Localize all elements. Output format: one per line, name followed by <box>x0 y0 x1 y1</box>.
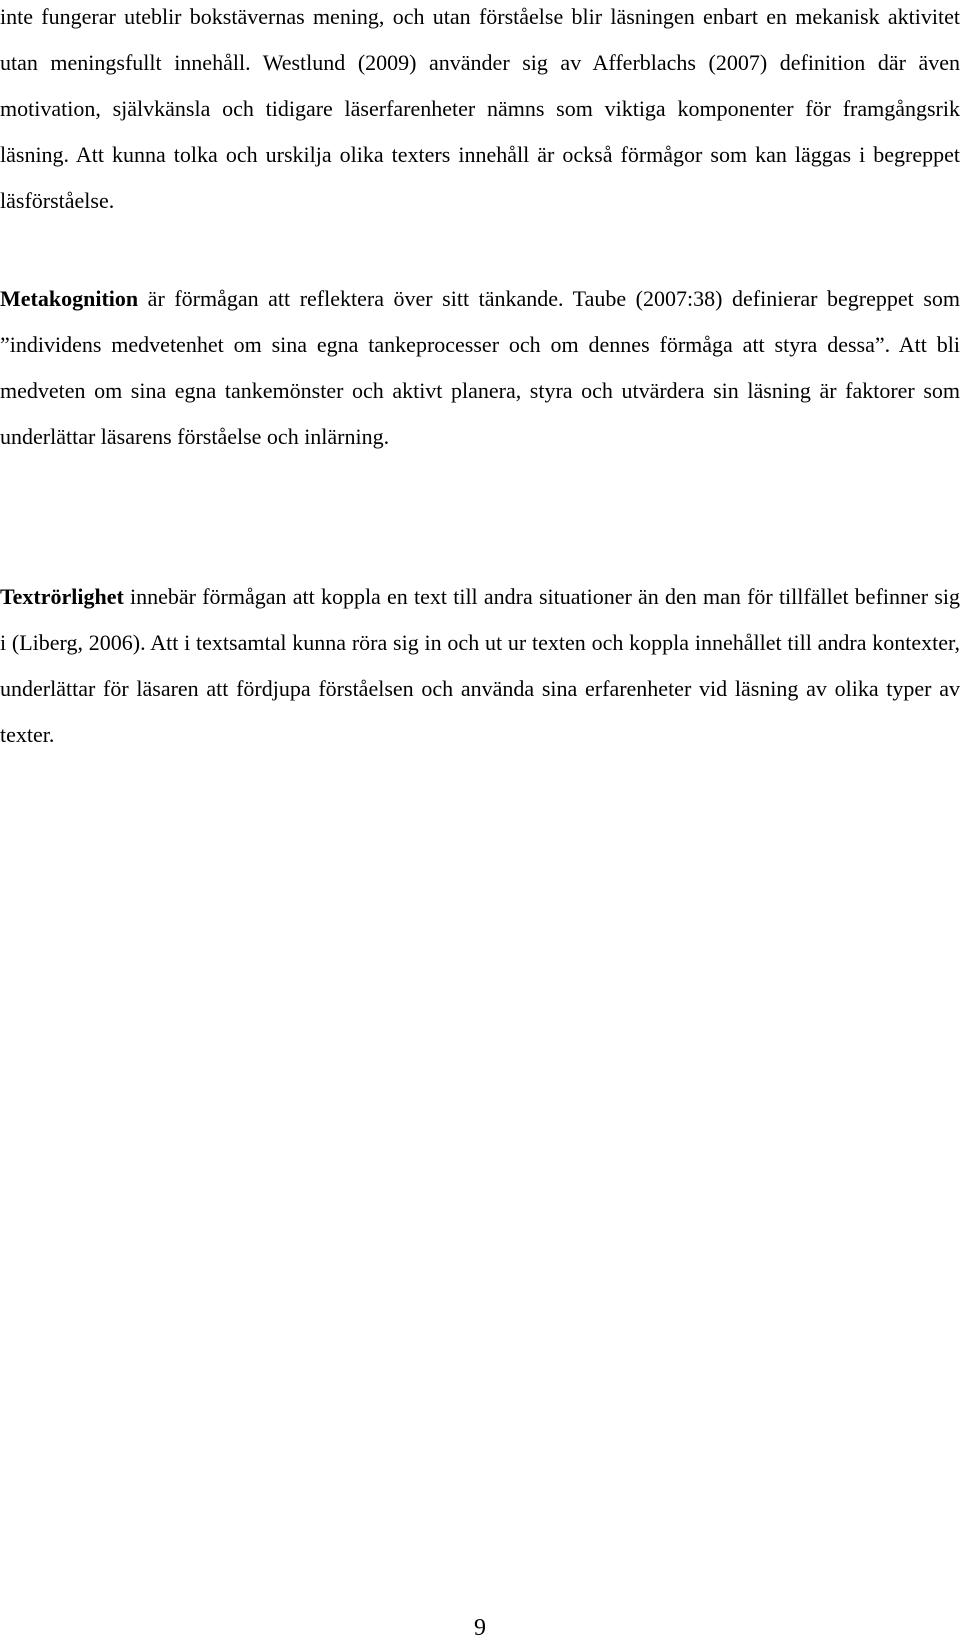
page-number: 9 <box>474 1615 486 1641</box>
term-text-mobility: Textrörlighet <box>0 584 124 609</box>
paragraph-text-mobility <box>0 574 960 758</box>
paragraph-text: är förmågan att reflektera över sitt tänkande. Taube (2007:38) definierar begreppet som ”individens medvetenhet om sina egna tankeprocesser och om dennes förmåga att styra dessa”. Att bli medveten om sina egna tankemönster och aktivt planera, styra och utvärdera sin läsning är faktorer som underlättar läsarens förståelse och inlärning. <box>0 286 960 449</box>
paragraph-text: inte fungerar uteblir bokstävernas mening, och utan förståelse blir läsningen enbart en mekanisk aktivitet utan meningsfullt innehåll. Westlund (2009) använder sig av Afferblachs (2007) definition där även motivation, självkänsla och tidigare läserfarenheter nämns som viktiga komponenter för framgångsrik läsning. Att kunna tolka och urskilja olika texters innehåll är också förmågor som kan läggas i begreppet läsförståelse. <box>0 4 960 213</box>
paragraph-text: innebär förmågan att koppla en text till andra situationer än den man för tillfället befinner sig i (Liberg, 2006). Att i textsamtal kunna röra sig in och ut ur texten och koppla innehållet till andra kontexter, underlättar för läsaren att fördjupa förståelsen och använda sina erfarenheter vid läsning av olika typer av texter. <box>0 584 960 747</box>
paragraph-reading-comprehension <box>0 0 960 224</box>
paragraph-metacognition <box>0 276 960 460</box>
term-metacognition: Metakognition <box>0 286 139 311</box>
